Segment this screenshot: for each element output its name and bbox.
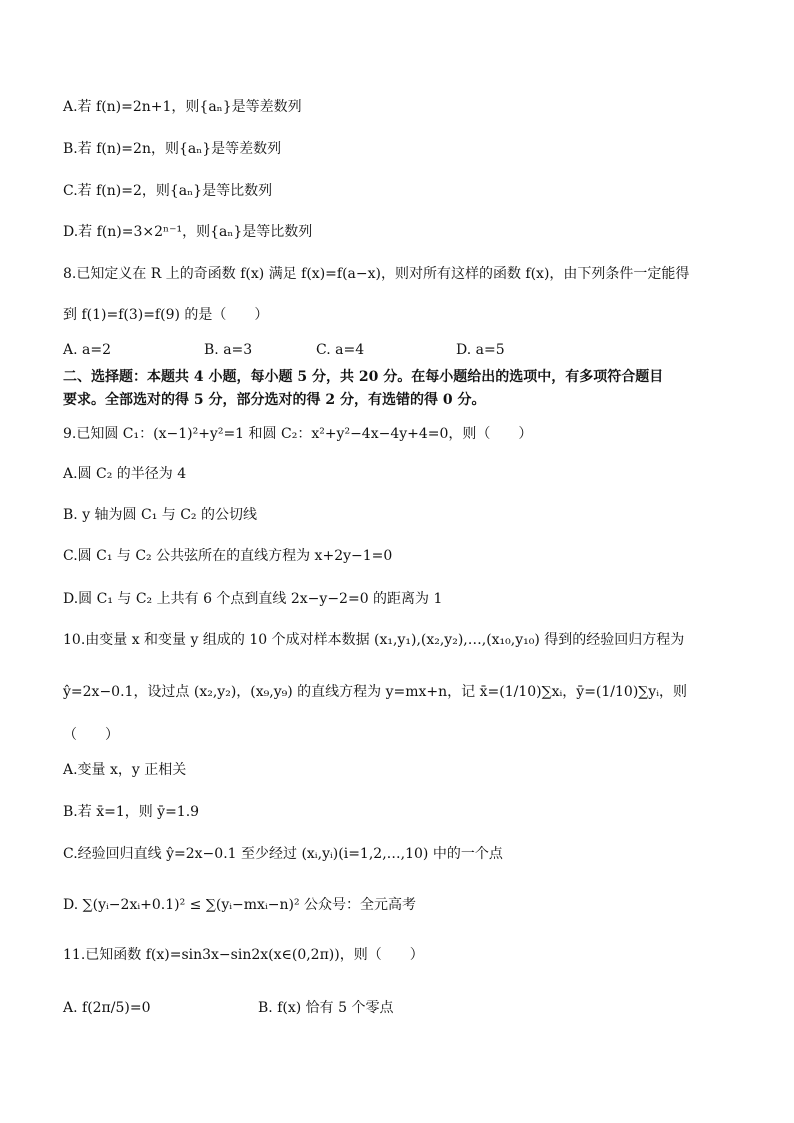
q10-stem-line2: ŷ=2x−0.1，设过点 (x₂,y₂)，(x₉,y₉) 的直线方程为 y=mx+n，记 x̄=(1/10)∑xᵢ，ȳ=(1/10)∑yᵢ，则 bbox=[63, 684, 688, 700]
q9-option-b: B. y 轴为圆 C₁ 与 C₂ 的公切线 bbox=[63, 507, 257, 523]
q9-option-c: C.圆 C₁ 与 C₂ 公共弦所在的直线方程为 x+2y−1=0 bbox=[63, 548, 393, 564]
q10-option-d: D. ∑(yᵢ−2xᵢ+0.1)² ≤ ∑(yᵢ−mxᵢ−n)² 公众号：全元高考 bbox=[63, 897, 417, 913]
q9-option-a: A.圆 C₂ 的半径为 4 bbox=[63, 466, 187, 482]
q10-option-b: B.若 x̄=1，则 ȳ=1.9 bbox=[63, 804, 200, 820]
q7-option-c: C.若 f(n)=2，则{aₙ}是等比数列 bbox=[63, 183, 273, 199]
q11-option-a: A. f(2π/5)=0 bbox=[63, 1000, 151, 1016]
q7-option-b: B.若 f(n)=2n，则{aₙ}是等差数列 bbox=[63, 141, 282, 157]
q9-stem: 9.已知圆 C₁：(x−1)²+y²=1 和圆 C₂：x²+y²−4x−4y+4=0，则（ ） bbox=[63, 426, 533, 442]
q8-stem-line2: 到 f(1)=f(3)=f(9) 的是（ ） bbox=[63, 307, 269, 323]
q10-stem-line3: （ ） bbox=[63, 727, 119, 743]
q11-option-b: B. f(x) 恰有 5 个零点 bbox=[258, 1000, 394, 1016]
q8-stem-line1: 8.已知定义在 R 上的奇函数 f(x) 满足 f(x)=f(a−x)，则对所有这样的函数 f(x)，由下列条件一定能得 bbox=[63, 266, 690, 282]
section-heading-line2: 要求。全部选对的得 5 分，部分选对的得 2 分，有选错的得 0 分。 bbox=[63, 392, 486, 408]
q9-option-d: D.圆 C₁ 与 C₂ 上共有 6 个点到直线 2x−y−2=0 的距离为 1 bbox=[63, 591, 443, 607]
q7-option-d: D.若 f(n)=3×2ⁿ⁻¹，则{aₙ}是等比数列 bbox=[63, 224, 313, 240]
q8-option-d: D. a=5 bbox=[456, 342, 505, 358]
q10-stem-line1: 10.由变量 x 和变量 y 组成的 10 个成对样本数据 (x₁,y₁),(x₂,y₂),…,(x₁₀,y₁₀) 得到的经验回归方程为 bbox=[63, 632, 685, 648]
q8-option-b: B. a=3 bbox=[204, 342, 253, 358]
q10-option-c: C.经验回归直线 ŷ=2x−0.1 至少经过 (xᵢ,yᵢ)(i=1,2,…,10) 中的一个点 bbox=[63, 846, 503, 862]
q10-option-a: A.变量 x，y 正相关 bbox=[63, 762, 187, 778]
q7-option-a: A.若 f(n)=2n+1，则{aₙ}是等差数列 bbox=[63, 99, 302, 115]
q8-option-a: A. a=2 bbox=[63, 342, 111, 358]
q8-option-c: C. a=4 bbox=[316, 342, 365, 358]
q11-stem: 11.已知函数 f(x)=sin3x−sin2x(x∈(0,2π))，则（ ） bbox=[63, 947, 424, 963]
section-heading-line1: 二、选择题：本题共 4 小题，每小题 5 分，共 20 分。在每小题给出的选项中，有多项符合题目 bbox=[63, 369, 664, 385]
